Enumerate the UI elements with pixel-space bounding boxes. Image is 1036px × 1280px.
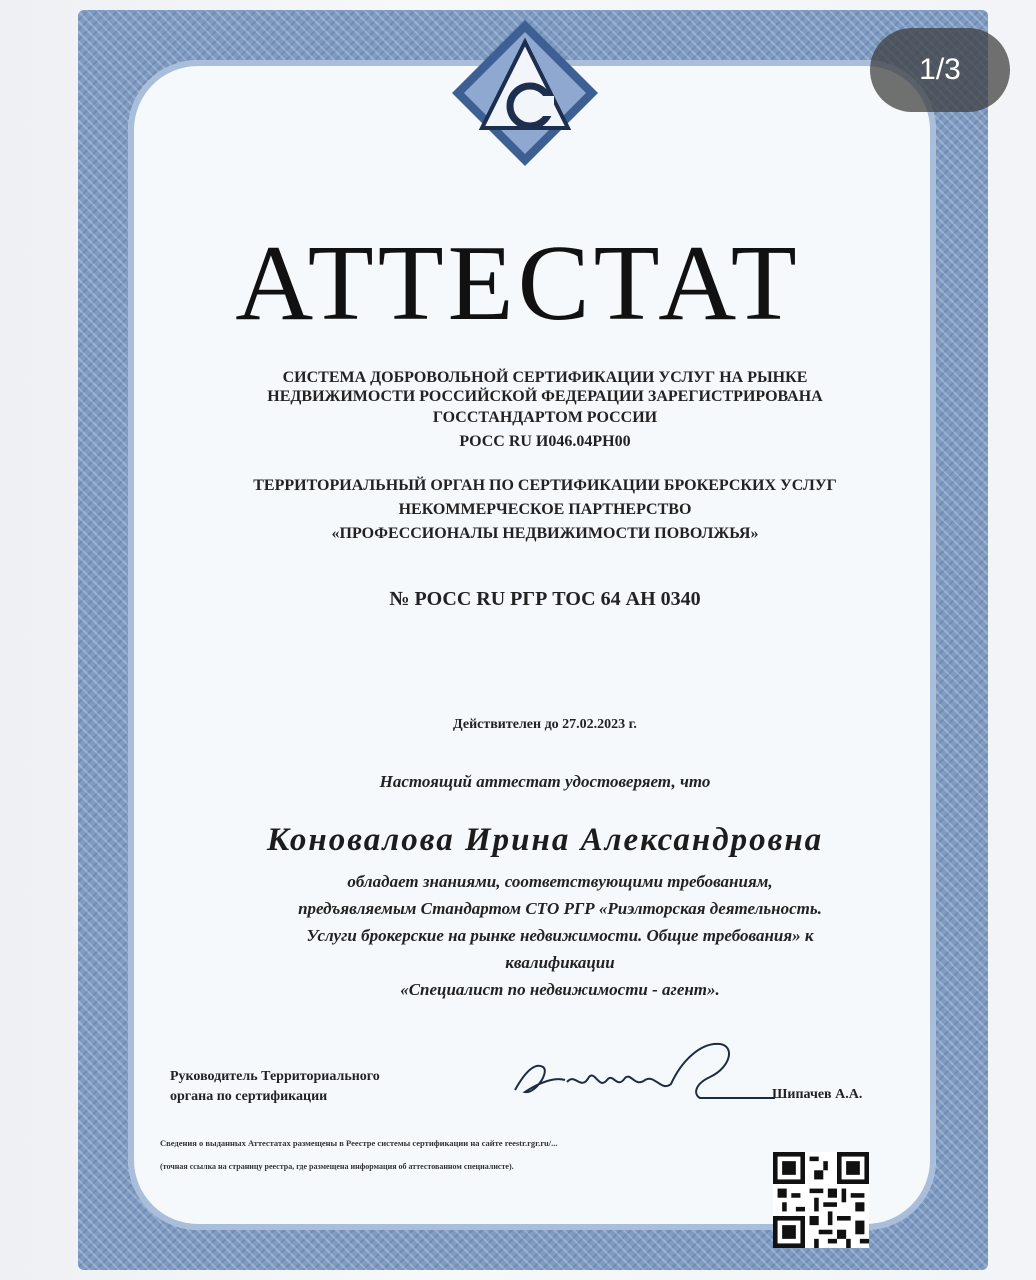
certifies-text: Настоящий аттестат удостоверяет, что: [379, 772, 711, 791]
certification-logo: [450, 18, 600, 168]
head-title: [170, 1067, 490, 1107]
page-indicator: 1/3: [870, 28, 1010, 112]
holder-name: Коновалова Ирина Александровна: [266, 822, 824, 858]
qualification-line: предъявляемым Стандартом СТО РГР «Риэлторская деятельность.: [298, 899, 822, 918]
head-name: Шипачев А.А.: [772, 1087, 863, 1102]
body-line: «ПРОФЕССИОНАЛЫ НЕДВИЖИМОСТИ ПОВОЛЖЬЯ»: [331, 525, 759, 542]
document-title: АТТЕСТАТ: [235, 224, 801, 343]
valid-until: Действителен до 27.02.2023 г.: [453, 717, 637, 732]
qualification-line: квалификации: [505, 953, 615, 972]
footer-note: (точная ссылка на страницу реестра, где размещена информация об аттестованном специалисте).: [160, 1162, 514, 1171]
head-title-line: органа по сертификации: [170, 1089, 328, 1104]
system-line: РОСС RU И046.04РН00: [459, 433, 631, 450]
body-line: НЕКОММЕРЧЕСКОЕ ПАРТНЕРСТВО: [398, 501, 692, 518]
qr-code: [773, 1152, 869, 1248]
body-line: ТЕРРИТОРИАЛЬНЫЙ ОРГАН ПО СЕРТИФИКАЦИИ БРОКЕРСКИХ УСЛУГ: [253, 477, 837, 494]
qualification-line: Услуги брокерские на рынке недвижимости. Общие требования» к: [306, 926, 814, 945]
head-title-line: Руководитель Территориального: [170, 1069, 380, 1084]
qualification-text: [180, 868, 940, 1003]
system-line: ГОССТАНДАРТОМ РОССИИ: [432, 409, 658, 426]
qualification-line: обладает знаниями, соответствующими требованиям,: [347, 872, 773, 891]
signature: [495, 1032, 785, 1112]
system-line: СИСТЕМА ДОБРОВОЛЬНОЙ СЕРТИФИКАЦИИ УСЛУГ НА РЫНКЕ: [282, 369, 808, 386]
qualification-line: «Специалист по недвижимости - агент».: [400, 980, 720, 999]
footer-line: Сведения о выданных Аттестатах размещены в Реестре системы сертификации на сайте reestr.rgr.ru/...: [160, 1138, 558, 1148]
certificate-number: № РОСС RU РГР ТОС 64 АН 0340: [389, 588, 701, 610]
system-line: НЕДВИЖИМОСТИ РОССИЙСКОЙ ФЕДЕРАЦИИ ЗАРЕГИСТРИРОВАНА: [267, 388, 823, 405]
